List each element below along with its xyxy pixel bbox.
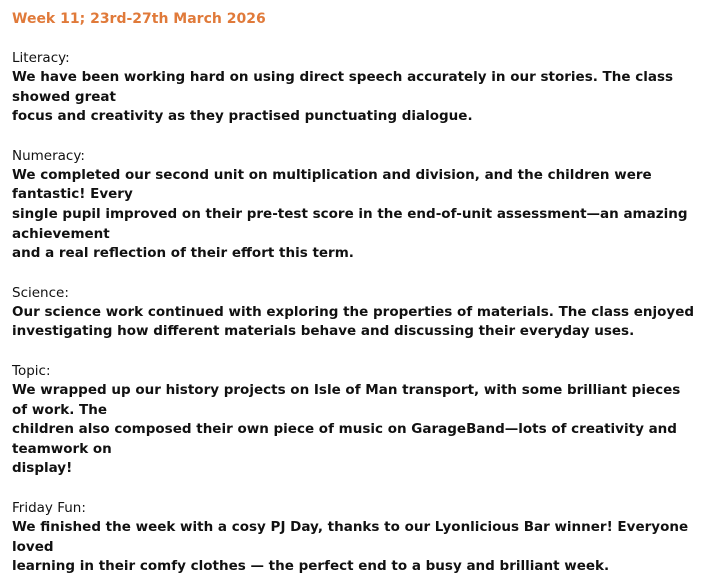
section-body (12, 381, 698, 479)
section-body (12, 166, 698, 264)
section-line: We have been working hard on using direct speech accurately in our stories. The class showed great (12, 69, 674, 105)
section-topic (12, 361, 698, 479)
section-line: investigating how different materials behave and discussing their everyday uses. (12, 323, 635, 340)
section-body (12, 518, 698, 577)
section-line: We completed our second unit on multiplication and division, and the children were fantastic! Every (12, 166, 652, 203)
section-line: We finished the week with a cosy PJ Day, thanks to our Lyonlicious Bar winner! Everyone loved (12, 518, 689, 555)
section-literacy (12, 48, 698, 127)
section-heading: Literacy: (12, 50, 70, 66)
section-body (12, 303, 698, 342)
page-title: Week 11; 23rd-27th March 2026 (12, 11, 266, 27)
section-line: We wrapped up our history projects on Isle of Man transport, with some brilliant pieces of work. The (12, 381, 681, 418)
section-line: children also composed their own piece of music on GarageBand—lots of creativity and teamwork on (12, 421, 677, 457)
section-line: single pupil improved on their pre-test score in the end-of-unit assessment—an amazing achievement (12, 205, 688, 242)
section-heading: Friday Fun: (12, 499, 86, 516)
section-line: Our science work continued with exploring the properties of materials. The class enjoyed (12, 303, 695, 320)
section-heading: Topic: (12, 362, 51, 379)
section-science (12, 283, 698, 342)
section-friday-fun (12, 498, 698, 577)
section-line: focus and creativity as they practised punctuating dialogue. (12, 108, 473, 125)
section-numeracy (12, 146, 698, 264)
section-line: display! (12, 460, 73, 477)
section-heading: Science: (12, 284, 69, 301)
section-line: learning in their comfy clothes — the perfect end to a busy and brilliant week. (12, 558, 610, 575)
section-heading: Numeracy: (12, 147, 85, 164)
section-line: and a real reflection of their effort this term. (12, 245, 354, 262)
section-body (12, 68, 698, 127)
